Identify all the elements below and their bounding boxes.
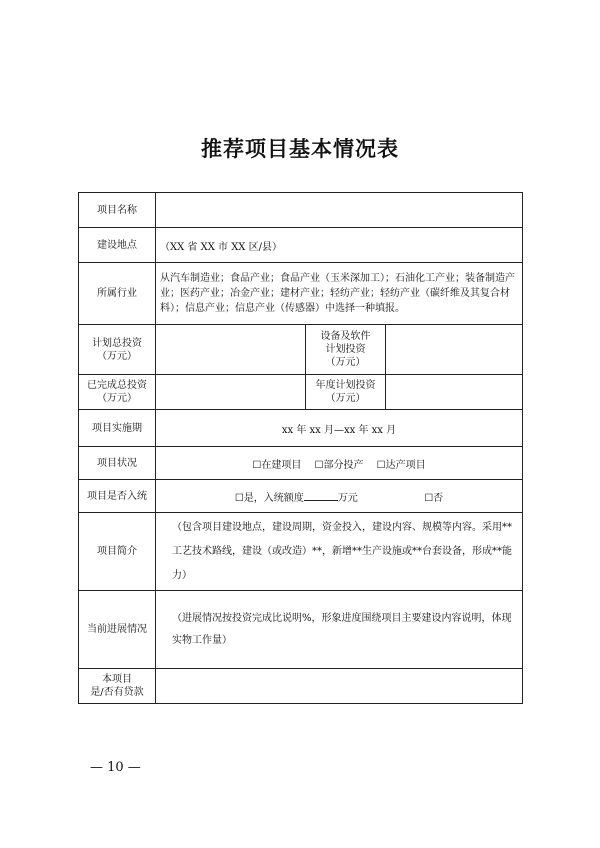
row-stats [79, 480, 523, 513]
annual-invest-label: 年度计划投资 （万元） [306, 375, 386, 410]
project-name-label: 项目名称 [79, 193, 156, 228]
progress-field[interactable]: （进展情况按投资完成比说明%，形象进度围绕项目主要建设内容说明，体现实物工作量） [156, 591, 523, 669]
done-invest-label: 已完成总投资 （万元） [79, 375, 156, 410]
row-intro [79, 513, 523, 591]
status-option-partial-production[interactable]: ☐部分投产 [314, 459, 364, 471]
stats-amount-blank[interactable] [304, 490, 338, 501]
status-option-full-production[interactable]: ☐达产项目 [376, 459, 426, 471]
industry-label: 所属行业 [79, 263, 156, 325]
intro-field[interactable]: （包含项目建设地点，建设周期，资金投入，建设内容、规模等内容。采用**工艺技术路线，建设（或改造）**，新增**生产设施或**台套设备，形成**能力） [156, 513, 523, 591]
row-done-invest [79, 375, 523, 410]
status-option-under-construction[interactable]: ☐在建项目 [252, 459, 302, 471]
row-period [79, 410, 523, 447]
row-plan-invest [79, 325, 523, 375]
equip-invest-field[interactable] [386, 325, 523, 375]
stats-options [156, 480, 523, 513]
status-label: 项目状况 [79, 447, 156, 480]
period-field[interactable]: xx 年 xx 月—xx 年 xx 月 [156, 410, 523, 447]
row-progress [79, 591, 523, 669]
row-industry [79, 263, 523, 325]
loan-field[interactable] [156, 669, 523, 704]
project-name-field[interactable] [156, 193, 523, 228]
row-location [79, 228, 523, 263]
stats-yes-checkbox[interactable]: ☐是，入统额度 [234, 492, 304, 504]
intro-label: 项目简介 [79, 513, 156, 591]
row-loan [79, 669, 523, 704]
industry-field[interactable]: 从汽车制造业；食品产业；食品产业（玉米深加工）；石油化工产业；装备制造产业；医药产业；冶金产业；建材产业；轻纺产业；轻纺产业（碳纤维及其复合材料）；信息产业；信息产业（传感器）中选择一种填报。 [156, 263, 523, 325]
row-project-name [79, 193, 523, 228]
plan-invest-label: 计划总投资 （万元） [79, 325, 156, 375]
progress-label: 当前进展情况 [79, 591, 156, 669]
row-status [79, 447, 523, 480]
period-label: 项目实施期 [79, 410, 156, 447]
done-invest-field[interactable] [156, 375, 306, 410]
stats-no-checkbox[interactable]: ☐否 [424, 492, 444, 504]
page-title: 推荐项目基本情况表 [201, 136, 399, 161]
stats-label: 项目是否入统 [79, 480, 156, 513]
location-field[interactable]: （XX 省 XX 市 XX 区/县） [156, 228, 523, 263]
plan-invest-field[interactable] [156, 325, 306, 375]
annual-invest-field[interactable] [386, 375, 523, 410]
page-number: — 10 — [90, 760, 141, 775]
status-options [156, 447, 523, 480]
equip-invest-label: 设备及软件 计划投资 （万元） [306, 325, 386, 375]
stats-unit: 万元 [337, 492, 358, 504]
loan-label: 本项目 是/否有贷款 [79, 669, 156, 704]
project-info-table [78, 192, 523, 704]
location-label: 建设地点 [79, 228, 156, 263]
